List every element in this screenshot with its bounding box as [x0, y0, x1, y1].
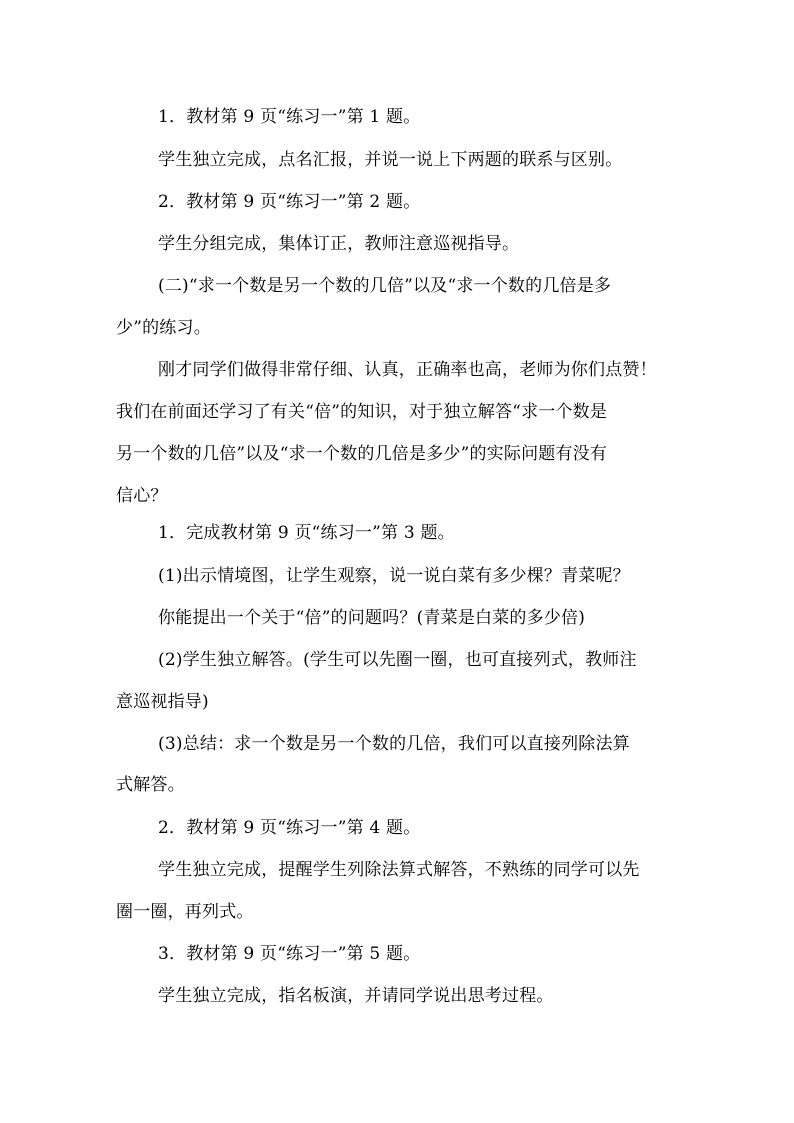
text-line: 圈一圈，再列式。	[116, 902, 254, 922]
text-line: 1．教材第 9 页“练习一”第 1 题。	[158, 107, 421, 127]
text-line: (1)出示情境图，让学生观察，说一说白菜有多少棵？青菜呢？	[158, 566, 630, 586]
text-line: 3．教材第 9 页“练习一”第 5 题。	[158, 944, 421, 964]
text-line: 式解答。	[116, 775, 185, 795]
text-line: (3)总结：求一个数是另一个数的几倍，我们可以直接列除法算	[158, 734, 630, 754]
text-line: 1．完成教材第 9 页“练习一”第 3 题。	[158, 523, 455, 543]
text-line: 学生独立完成，指名板演，并请同学说出思考过程。	[158, 986, 554, 1006]
text-line: 意巡视指导)	[116, 692, 209, 712]
text-line: 我们在前面还学习了有关“倍”的知识，对于独立解答“求一个数是	[116, 402, 608, 422]
text-line: 学生分组完成，集体订正，教师注意巡视指导。	[158, 234, 520, 254]
text-line: 信心？	[116, 486, 168, 506]
text-line: 刚才同学们做得非常仔细、认真，正确率也高，老师为你们点赞！	[158, 360, 657, 380]
text-line: 2．教材第 9 页“练习一”第 4 题。	[158, 818, 421, 838]
text-line: 另一个数的几倍”以及“求一个数的几倍是多少”的实际问题有没有	[116, 444, 608, 464]
section-heading-continued: 少”的练习。	[116, 318, 211, 338]
text-line: 学生独立完成，点名汇报，并说一说上下两题的联系与区别。	[158, 150, 623, 170]
text-line: (2)学生独立解答。(学生可以先圈一圈，也可直接列式，教师注	[158, 650, 637, 670]
text-line: 学生独立完成，提醒学生列除法算式解答，不熟练的同学可以先	[158, 860, 640, 880]
section-heading: (二)“求一个数是另一个数的几倍”以及“求一个数的几倍是多	[158, 276, 612, 296]
text-line: 你能提出一个关于“倍”的问题吗？(青菜是白菜的多少倍)	[158, 608, 586, 628]
text-line: 2．教材第 9 页“练习一”第 2 题。	[158, 192, 421, 212]
